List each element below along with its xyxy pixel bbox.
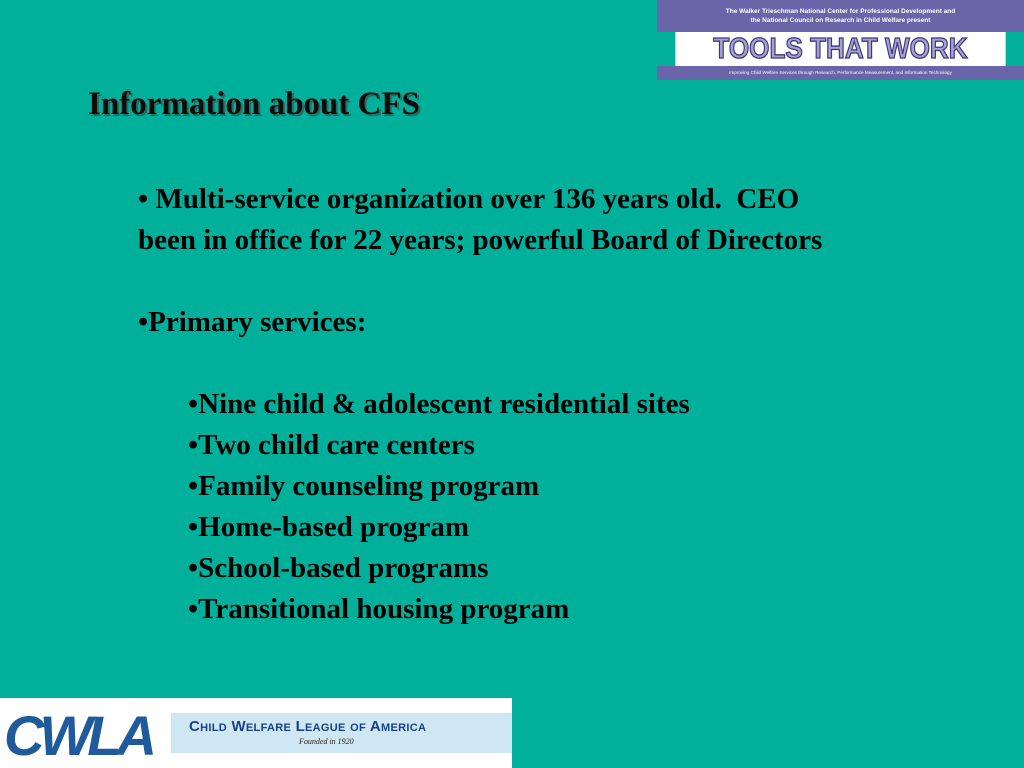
- cwla-name-band: [171, 713, 512, 753]
- services-list: [188, 384, 690, 630]
- banner-presenters: [657, 0, 1024, 32]
- description-line-2: been in office for 22 years; powerful Board of Directors: [138, 224, 823, 256]
- cwla-founded: Founded in 1920: [299, 737, 354, 746]
- banner-title: TOOLS THAT WORK: [675, 32, 1005, 66]
- list-item: •Transitional housing program: [188, 593, 570, 625]
- list-item: •Nine child & adolescent residential sites: [188, 388, 690, 420]
- organization-description: [138, 179, 978, 261]
- list-item: •Home-based program: [188, 511, 470, 543]
- primary-services-heading: •Primary services:: [138, 306, 367, 338]
- description-line-1: • Multi-service organization over 136 years old. CEO: [138, 183, 800, 215]
- list-item: •Family counseling program: [188, 470, 540, 502]
- slide-title: Information about CFS: [88, 86, 420, 122]
- banner-line-1: The Walker Trieschman National Center for Professional Development and: [725, 8, 956, 15]
- list-item: •School-based programs: [188, 552, 489, 584]
- banner-tagline: Improving Child Welfare Services through Research, Performance Measurement, and Information Technology: [657, 66, 1024, 80]
- cwla-name: Child Welfare League of America: [189, 718, 427, 735]
- cwla-logo-mark: CWLA: [4, 704, 152, 767]
- banner-line-2: the National Council on Research in Child Welfare present: [750, 17, 931, 24]
- list-item: •Two child care centers: [188, 429, 475, 461]
- tools-that-work-banner: [657, 0, 1024, 80]
- cwla-logo: [0, 698, 512, 768]
